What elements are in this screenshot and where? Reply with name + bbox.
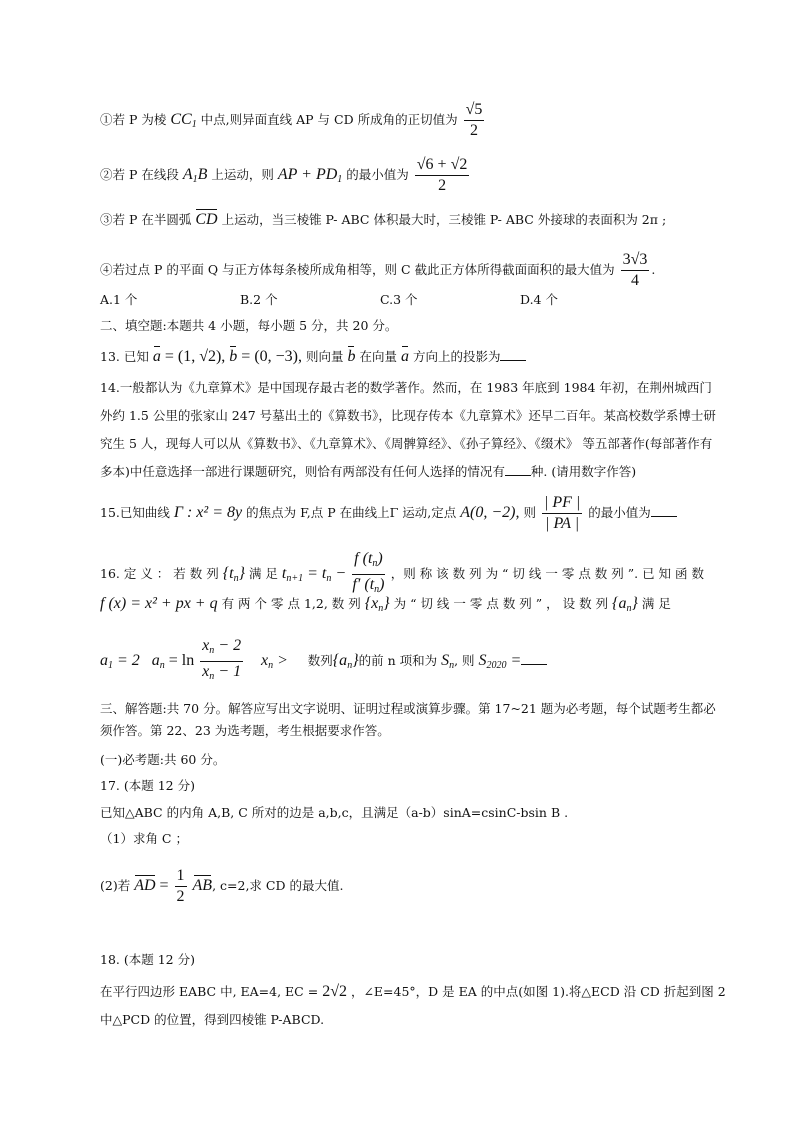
statement-4: ④若过点 P 的平面 Q 与正方体每条棱所成角相等，则 C 截此正方体所得截面面积的最大值为 $\frac{3√3}{4}$ . bbox=[100, 251, 656, 289]
statement-2-text: 上运动，则 bbox=[211, 167, 274, 182]
expression-ap-pd1: AP + $PD_1$ bbox=[277, 166, 343, 185]
question-16-line-1: 16. 定 义 ： 若 数 列 $\{t_n\}$ 满 足 $t_{n+1} = t_n$ − $\frac{f (t_n)}{f' (t_n)}$ ，则 称 该 数 列 为 “ 切 线 一 零 点 数 列 ”. 已 知 函 数 bbox=[100, 550, 704, 595]
recurrence-formula: $t_{n+1} = t_n$ − $\frac{f (t_n)}{f' (t_n)}$ bbox=[281, 550, 385, 595]
vector-b-ref: b bbox=[347, 348, 356, 365]
answer-blank[interactable] bbox=[651, 504, 677, 517]
question-14: 14.一般都认为《九章算术》是中国现存最古老的数学著作。然而，在 1983 年底到 1984 年初，在荆州城西门外约 1.5 公里的张家山 247 号墓出土的《算数书》，比现存传本《九章算术》还早二百年。某高校数学系博士研究生 5 人，现每人可以从《算数书》、《九章算术》、《周髀算经》、《孙子算经》、《缀术》 等五部著作(每部著作有多本)中任意选择一部进行课题研究，则恰有两部没有任何人选择的情况有 种. (请用数字作答) bbox=[100, 380, 716, 479]
answer-blank[interactable] bbox=[521, 652, 547, 665]
answer-blank[interactable] bbox=[505, 463, 531, 476]
vector-ad: AD bbox=[134, 877, 156, 894]
fraction-xn: $\frac{x_n - 2}{x_n - 1}$ bbox=[202, 637, 242, 682]
statement-3-prefix: ③若 P 在半圆弧 bbox=[100, 212, 192, 227]
option-a[interactable]: A.1 个 bbox=[100, 292, 138, 307]
statement-4-text: ④若过点 P 的平面 Q 与正方体每条棱所成角相等，则 C 截此正方体所得截面面积的最大值为 bbox=[100, 262, 615, 277]
question-16-line-2: f (x) = x² + px + q 有 两 个 零 点 1,2, 数 列 $\{x_n\}$ 为 “ 切 线 一 零 点 数 列 ” ， 设 数 列 $\{a_n\}$ 满 足 bbox=[100, 595, 671, 614]
vector-ab: AB bbox=[192, 877, 213, 894]
answer-options bbox=[100, 292, 724, 308]
statement-3-text: 上运动，当三棱锥 P- ABC 体积最大时，三棱锥 P- ABC 外接球的表面积为 2π ; bbox=[221, 212, 667, 227]
question-17-part-2: (2)若 AD = $\frac{1}{2}$ AB, c=2,求 CD 的最大值. bbox=[100, 867, 344, 905]
statement-2-suffix: 的最小值为 bbox=[346, 167, 409, 182]
question-17-part-1: （1）求角 C ； bbox=[100, 831, 188, 846]
length-ec: 2√2 bbox=[322, 983, 347, 1000]
point-a: A(0, −2), bbox=[460, 504, 520, 521]
section-2-heading: 二、填空题:本题共 4 小题，每小题 5 分，共 20 分。 bbox=[100, 318, 398, 333]
option-d[interactable]: D.4 个 bbox=[520, 292, 558, 307]
segment-a1b: $A_1B$ bbox=[182, 166, 208, 185]
fraction-sqrt5-over-2: $\frac{√5}{2}$ bbox=[465, 101, 483, 139]
fraction-one-half: $\frac{1}{2}$ bbox=[176, 867, 185, 905]
statement-2 bbox=[100, 155, 724, 196]
question-17-heading: 17. (本题 12 分) bbox=[100, 778, 195, 793]
arc-cd: CD bbox=[195, 211, 218, 228]
required-questions-heading: (一)必考题:共 60 分。 bbox=[100, 752, 226, 767]
vector-a: a bbox=[152, 348, 161, 365]
question-13: 13. 已知 a = (1, √2), b = (0, −3), 则向量 b 在向量 a 方向上的投影为 bbox=[100, 348, 724, 365]
statement-3 bbox=[100, 212, 724, 228]
function-f: f (x) = x² + px + q bbox=[100, 595, 218, 612]
question-16-line-3: $a_1 = 2$ $a_n = \ln$ $\frac{x_n - 2}{x_n - 1}$ $x_n$ > 数列$\{a_n\}$的前 n 项和为 $S_n$, 则 $S_{2020}$ = bbox=[100, 636, 724, 687]
fraction-3sqrt3-over-4: $\frac{3√3}{4}$ bbox=[622, 251, 648, 289]
option-c[interactable]: C.3 个 bbox=[380, 292, 418, 307]
fraction-sqrt6-plus-sqrt2-over-2: $\frac{√6 + √2}{2}$ bbox=[416, 156, 468, 194]
option-b[interactable]: B.2 个 bbox=[240, 292, 278, 307]
vector-a-ref: a bbox=[400, 348, 409, 365]
question-18-heading: 18. (本题 12 分) bbox=[100, 952, 195, 967]
vector-b: b bbox=[229, 348, 238, 365]
question-18-line-2: 中△PCD 的位置，得到四棱锥 P-ABCD. bbox=[100, 1012, 325, 1027]
statement-2-prefix: ②若 P 在线段 bbox=[100, 167, 179, 182]
curve-equation: Γ : x² = 8y bbox=[173, 504, 243, 521]
question-15: 15.已知曲线 Γ : x² = 8y 的焦点为 F,点 P 在曲线上Γ 运动,定点 A(0, −2), 则 $\frac{| PF |}{| PA |}$ 的最小值为 bbox=[100, 493, 724, 534]
question-18-line-1: 在平行四边形 EABC 中, EA=4, EC = 2√2 ，∠E=45°，D 是 EA 的中点(如图 1).将△ECD 沿 CD 折起到图 2 bbox=[100, 983, 726, 1000]
statement-1 bbox=[100, 100, 724, 141]
answer-blank[interactable] bbox=[500, 348, 526, 361]
question-17-stem: 已知△ABC 的内角 A,B, C 所对的边是 a,b,c，且满足（a-b）sinA=csinC-bsin B . bbox=[100, 805, 569, 820]
section-3-heading: 三、解答题:共 70 分。解答应写出文字说明、证明过程或演算步骤。第 17~21 题为必考题，每个试题考生都必须作答。第 22、23 为选考题，考生根据要求作答。 bbox=[100, 701, 716, 738]
statement-1-prefix: ①若 P 为棱 bbox=[100, 112, 167, 127]
statement-1-text: 中点,则异面直线 AP 与 CD 所成角的正切值为 bbox=[200, 112, 458, 127]
edge-cc1: $CC_1$ bbox=[170, 111, 197, 130]
fraction-pf-over-pa: $\frac{| PF |}{| PA |}$ bbox=[543, 494, 581, 532]
